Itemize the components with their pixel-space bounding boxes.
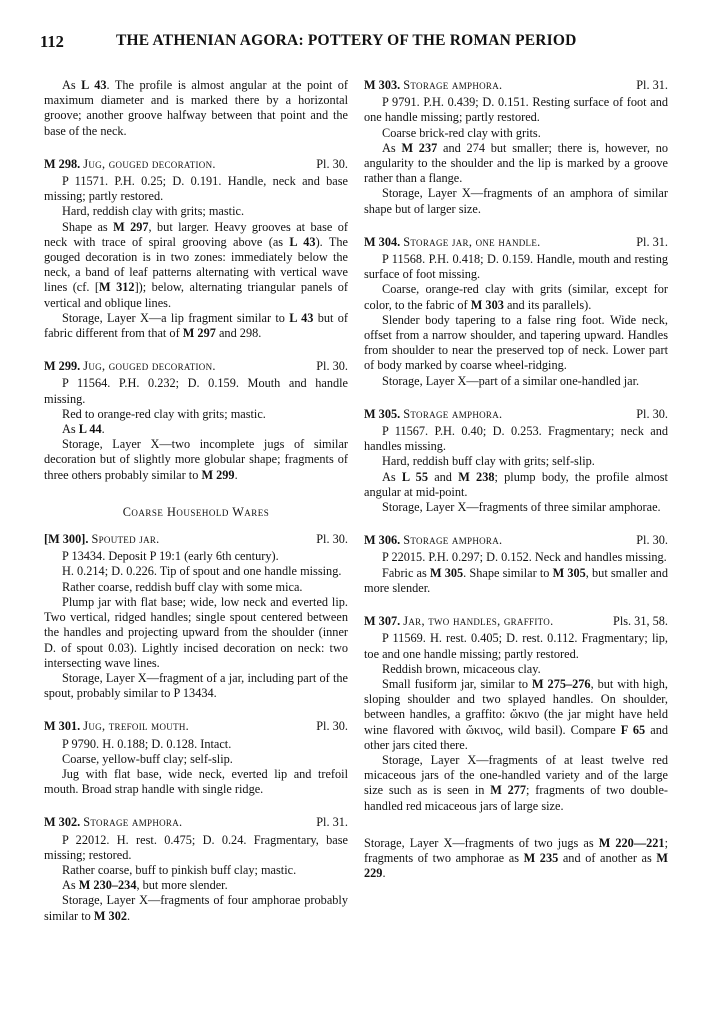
entry-heading	[44, 719, 348, 734]
entry-closing	[364, 836, 668, 882]
left-column	[44, 78, 348, 924]
entry-m304	[364, 235, 668, 389]
entry-title: Storage amphora.	[403, 406, 503, 421]
catalogue-number: M 305.	[364, 406, 401, 421]
entry-label	[364, 78, 502, 93]
catalogue-number: M 307.	[364, 614, 401, 629]
plate-reference: Pl. 30.	[316, 359, 348, 374]
entry-m302	[44, 815, 348, 923]
entry-label	[364, 614, 553, 629]
paragraph: P 9790. H. 0.188; D. 0.128. Intact.	[62, 736, 232, 751]
entry-label	[44, 157, 216, 172]
paragraph: As M 230–234, but more slender.	[62, 878, 228, 893]
plate-reference: Pl. 31.	[316, 815, 348, 830]
plate-reference: Pl. 30.	[316, 532, 348, 547]
entry-heading	[364, 235, 668, 250]
entry-label	[44, 532, 160, 547]
running-title: THE ATHENIAN AGORA: POTTERY OF THE ROMAN PERIOD	[116, 32, 577, 49]
page-number: 112	[40, 32, 64, 51]
catalogue-number: M 298.	[44, 156, 81, 171]
entry-title: Storage jar, one handle.	[403, 234, 541, 249]
entry-m306	[364, 533, 668, 596]
entry-m298	[44, 157, 348, 341]
entry-title: Spouted jar.	[91, 532, 160, 547]
paragraph: Storage, Layer X—fragments of at least twelve red micaceous jars of the one-handled variety and of the large size such as is seen in M 277; fragments of two double-handled red micaceous jars of large size.	[364, 752, 668, 813]
paragraph: Reddish brown, micaceous clay.	[382, 661, 541, 676]
entry-label	[364, 407, 502, 422]
paragraph: P 22012. H. rest. 0.475; D. 0.24. Fragmentary, base missing; restored.	[44, 832, 348, 862]
paragraph: Jug with flat base, wide neck, everted lip and trefoil mouth. Broad strap handle with single ridge.	[44, 766, 348, 797]
entry-m307	[364, 614, 668, 814]
entry-label	[44, 359, 216, 374]
entry-title: Jug, gouged decoration.	[83, 359, 216, 374]
catalogue-number: M 299.	[44, 359, 81, 374]
paragraph: Fabric as M 305. Shape similar to M 305, but smaller and more slender.	[364, 565, 668, 595]
entry-heading	[364, 614, 668, 629]
paragraph: Slender body tapering to a false ring foot. Wide neck, offset from a narrow shoulder, and tapering upward. Handles from shoulder to near the preserved top of neck. Lower part of body marked by coarse wheel-ridging.	[364, 312, 668, 373]
plate-reference: Pl. 30.	[636, 533, 668, 548]
catalogue-number: M 306.	[364, 533, 401, 548]
paragraph: Red to orange-red clay with grits; mastic.	[62, 406, 266, 421]
plate-reference: Pl. 31.	[636, 78, 668, 92]
paragraph: P 11567. P.H. 0.40; D. 0.253. Fragmentary; neck and handles missing.	[364, 424, 668, 454]
paragraph: As L 44.	[62, 422, 105, 437]
paragraph: Coarse, orange-red clay with grits (similar, except for color, to the fabric of M 303 and its parallels).	[364, 282, 668, 312]
paragraph: As L 55 and M 238; plump body, the profile almost angular at mid-point.	[364, 469, 668, 499]
entry-heading	[364, 407, 668, 422]
paragraph: P 22015. P.H. 0.297; D. 0.152. Neck and handles missing.	[382, 550, 667, 565]
paragraph: P 11571. P.H. 0.25; D. 0.191. Handle, neck and base missing; partly restored.	[44, 174, 348, 204]
plate-reference: Pl. 30.	[636, 406, 668, 421]
paragraph: H. 0.214; D. 0.226. Tip of spout and one handle missing.	[62, 564, 342, 579]
entry-heading	[44, 157, 348, 172]
paragraph: Small fusiform jar, similar to M 275–276, but with high, sloping shoulder and two splayed handles. On shoulder, between handles, a graffito: ὤκινο (the jar might have held wine flavored with ὤκινος, wild basil). Compare F 65 and other jars cited there.	[364, 676, 668, 752]
entry-title: Storage amphora.	[403, 78, 503, 92]
paragraph: Hard, reddish buff clay with grits; self-slip.	[382, 454, 595, 469]
paragraph: Storage, Layer X—part of a similar one-handled jar.	[382, 373, 640, 388]
entry-heading	[364, 78, 668, 93]
plate-reference: Pl. 31.	[636, 234, 668, 249]
paragraph: Shape as M 297, but larger. Heavy grooves at base of neck with trace of spiral grooving above (as L 43). The gouged decoration is in two zones: immediately below the neck, a band of leaf patterns alternating with vertical wave lines (cf. [M 312]); below, alternating triangular panels of vertical and oblique lines.	[44, 219, 348, 310]
entry-m300	[44, 532, 348, 701]
paragraph: P 11564. P.H. 0.232; D. 0.159. Mouth and handle missing.	[44, 376, 348, 406]
paragraph: Coarse brick-red clay with grits.	[382, 125, 541, 140]
paragraph: Rather coarse, reddish buff clay with some mica.	[62, 579, 303, 594]
entry-m299	[44, 359, 348, 483]
paragraph: Storage, Layer X—fragments of three similar amphorae.	[382, 500, 661, 515]
paragraph: Storage, Layer X—fragment of a jar, including part of the spout, probably similar to P 13434.	[44, 670, 348, 701]
entry-title: Jug, gouged decoration.	[83, 156, 216, 171]
entry-heading	[44, 359, 348, 374]
paragraph: P 11568. P.H. 0.418; D. 0.159. Handle, mouth and resting surface of foot missing.	[364, 252, 668, 282]
paragraph: P 9791. P.H. 0.439; D. 0.151. Resting surface of foot and one handle missing; partly restored.	[364, 95, 668, 125]
paragraph: Storage, Layer X—a lip fragment similar to L 43 but of fabric different from that of M 297 and 298.	[44, 310, 348, 341]
right-column	[364, 78, 668, 881]
plate-reference: Pl. 30.	[316, 156, 348, 171]
entry-heading	[44, 815, 348, 830]
paragraph: Storage, Layer X—fragments of an amphora of similar shape but of larger size.	[364, 186, 668, 216]
entry-title: Storage amphora.	[83, 815, 183, 830]
catalogue-number: M 302.	[44, 815, 81, 830]
entry-title: Jug, trefoil mouth.	[83, 719, 190, 734]
entry-label	[44, 719, 189, 734]
catalogue-number: M 301.	[44, 719, 81, 734]
entry-m301	[44, 719, 348, 797]
section-title: Coarse Household Wares	[122, 504, 270, 519]
entry-label	[364, 235, 541, 250]
paragraph: P 11569. H. rest. 0.405; D. rest. 0.112. Fragmentary; lip, toe and one handle missing; partly restored.	[364, 631, 668, 661]
running-head	[40, 32, 676, 54]
catalogue-number: M 303.	[364, 78, 401, 92]
paragraph: Rather coarse, buff to pinkish buff clay; mastic.	[62, 862, 297, 877]
paragraph: Storage, Layer X—fragments of two jugs as M 220—221; fragments of two amphorae as M 235 and of another as M 229.	[364, 835, 668, 881]
entry-title: Storage amphora.	[403, 533, 503, 548]
entry-label	[44, 815, 182, 830]
catalogue-number: M 304.	[364, 234, 401, 249]
plate-reference: Pl. 30.	[316, 719, 348, 734]
entry-heading	[44, 532, 348, 547]
paragraph: Storage, Layer X—fragments of four amphorae probably similar to M 302.	[44, 893, 348, 923]
paragraph: As L 43. The profile is almost angular at the point of maximum diameter and is marked there by a horizontal groove; another groove halfway between that point and the base of the neck.	[44, 78, 348, 138]
entry-label	[364, 533, 502, 548]
paragraph: Plump jar with flat base; wide, low neck and everted lip. Two vertical, ridged handles; single spout centered between the handles and projecting upward from the shoulder (inner D. of spout 0.03). Lightly incised decoration on neck: two intersecting wave lines.	[44, 594, 348, 670]
entry-m303	[364, 78, 668, 217]
paragraph: As M 237 and 274 but smaller; there is, however, no angularity to the shoulder and the lip is marked by a groove rather than a flange.	[364, 140, 668, 186]
paragraph: Storage, Layer X—two incomplete jugs of similar decoration but of slightly more globular shape; fragments of three others probably similar to M 299.	[44, 437, 348, 482]
catalogue-number: [M 300].	[44, 532, 89, 547]
entry-heading	[364, 533, 668, 548]
entry-continuation	[44, 78, 348, 139]
paragraph: Coarse, yellow-buff clay; self-slip.	[62, 751, 233, 766]
entry-title: Jar, two handles, graffito.	[403, 614, 554, 629]
paragraph: P 13434. Deposit P 19:1 (early 6th century).	[62, 549, 279, 564]
plate-reference: Pls. 31, 58.	[612, 614, 668, 629]
entry-m305	[364, 407, 668, 515]
paragraph: Hard, reddish clay with grits; mastic.	[62, 204, 245, 219]
